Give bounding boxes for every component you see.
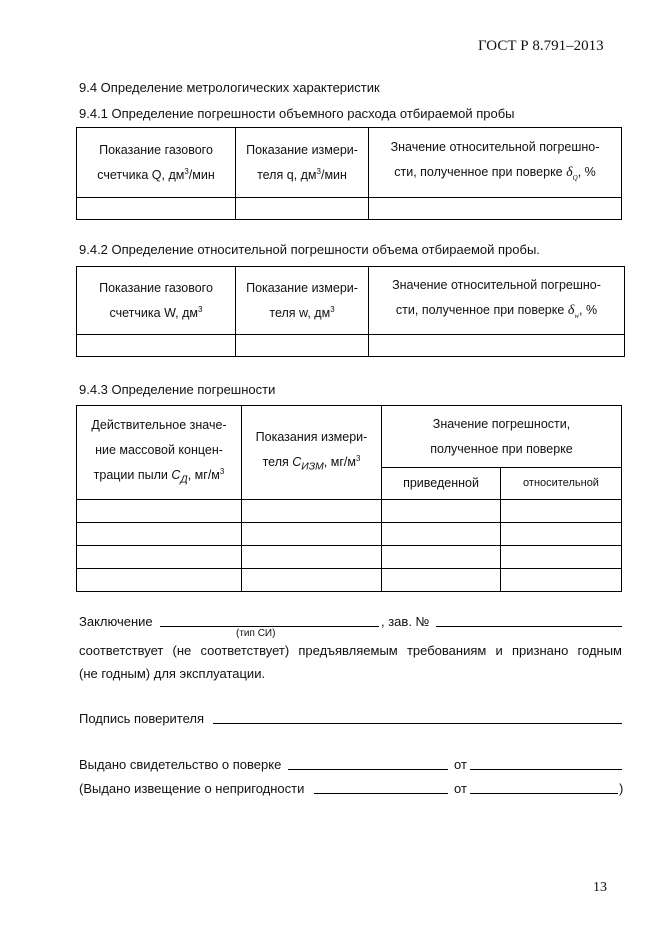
table-cell[interactable] bbox=[382, 546, 501, 569]
header-meter-reading: Показание измери- теля w, $дм^3$ bbox=[236, 267, 369, 335]
certificate-label: Выдано свидетельство о поверке bbox=[79, 757, 282, 772]
certificate-date-label: от bbox=[454, 757, 467, 772]
table-cell[interactable] bbox=[236, 335, 369, 357]
table-flow-error bbox=[76, 127, 622, 220]
closing-parenthesis: ) bbox=[619, 781, 624, 796]
table-cell[interactable] bbox=[77, 198, 236, 220]
table-cell[interactable] bbox=[501, 546, 622, 569]
certificate-date-field[interactable] bbox=[470, 769, 622, 770]
table1-heading: 9.4.1 Определение погрешности объемного расхода отбираемой пробы bbox=[79, 106, 515, 121]
header-meter-reading: Показание измери- теля q, $дм^3$/мин bbox=[236, 128, 369, 198]
header-relative: относительной bbox=[501, 468, 622, 500]
notice-number-field[interactable] bbox=[314, 793, 448, 794]
header-gas-meter: Показание газового счетчика Q, $дм^3$/мин bbox=[77, 128, 236, 198]
instrument-type-field[interactable] bbox=[160, 626, 379, 627]
header-gas-meter: Показание газового счетчика W, $дм^3$ bbox=[77, 267, 236, 335]
table3-heading: 9.4.3 Определение погрешности bbox=[79, 382, 276, 397]
statement-line-1: соответствует (не соответствует) предъявляемым требованиям и признано годным bbox=[79, 643, 622, 658]
header-actual-concentration: Действительное значе- ние массовой концен- трации пыли $С_Д$, $мг/м^3$ bbox=[77, 406, 242, 500]
page-number: 13 bbox=[593, 880, 607, 895]
table-cell[interactable] bbox=[77, 500, 242, 523]
table-cell[interactable] bbox=[382, 500, 501, 523]
table-cell[interactable] bbox=[77, 546, 242, 569]
table-cell[interactable] bbox=[501, 500, 622, 523]
header-reduced: приведенной bbox=[382, 468, 501, 500]
standard-code: ГОСТ Р 8.791–2013 bbox=[478, 38, 604, 54]
signature-field[interactable] bbox=[213, 723, 622, 724]
notice-label: (Выдано извещение о непригодности bbox=[79, 781, 305, 796]
table-concentration-error bbox=[76, 405, 622, 592]
conclusion-label: Заключение bbox=[79, 614, 153, 629]
header-meter-readings: Показания измери- теля $С_{ИЗМ}$, $мг/м^3$ bbox=[242, 406, 382, 500]
statement-line-2: (не годным) для эксплуатации. bbox=[79, 666, 266, 681]
serial-label: , зав. № bbox=[381, 614, 430, 629]
table-cell[interactable] bbox=[242, 500, 382, 523]
table-cell[interactable] bbox=[242, 523, 382, 546]
notice-date-label: от bbox=[454, 781, 467, 796]
table-cell[interactable] bbox=[369, 335, 625, 357]
header-relative-error: Значение относительной погрешно- сти, полученное при поверке $\delta_w$, % bbox=[369, 267, 625, 335]
table2-heading: 9.4.2 Определение относительной погрешности объема отбираемой пробы. bbox=[79, 242, 540, 257]
table-cell[interactable] bbox=[382, 569, 501, 592]
serial-number-field[interactable] bbox=[436, 626, 622, 627]
table-cell[interactable] bbox=[382, 523, 501, 546]
signature-label: Подпись поверителя bbox=[79, 711, 205, 726]
table-cell[interactable] bbox=[501, 523, 622, 546]
certificate-number-field[interactable] bbox=[288, 769, 448, 770]
type-hint: (тип СИ) bbox=[236, 628, 276, 639]
section-title: 9.4 Определение метрологических характеристик bbox=[79, 80, 380, 95]
table-cell[interactable] bbox=[501, 569, 622, 592]
table-cell[interactable] bbox=[77, 569, 242, 592]
table-cell[interactable] bbox=[77, 523, 242, 546]
table-volume-error bbox=[76, 266, 625, 357]
notice-date-field[interactable] bbox=[470, 793, 618, 794]
table-cell[interactable] bbox=[242, 546, 382, 569]
table-cell[interactable] bbox=[242, 569, 382, 592]
table-cell[interactable] bbox=[369, 198, 622, 220]
table-cell[interactable] bbox=[236, 198, 369, 220]
header-error-value: Значение погрешности, полученное при поверке bbox=[382, 406, 622, 468]
table-cell[interactable] bbox=[77, 335, 236, 357]
header-relative-error: Значение относительной погрешно- сти, полученное при поверке $\delta_Q$, % bbox=[369, 128, 622, 198]
